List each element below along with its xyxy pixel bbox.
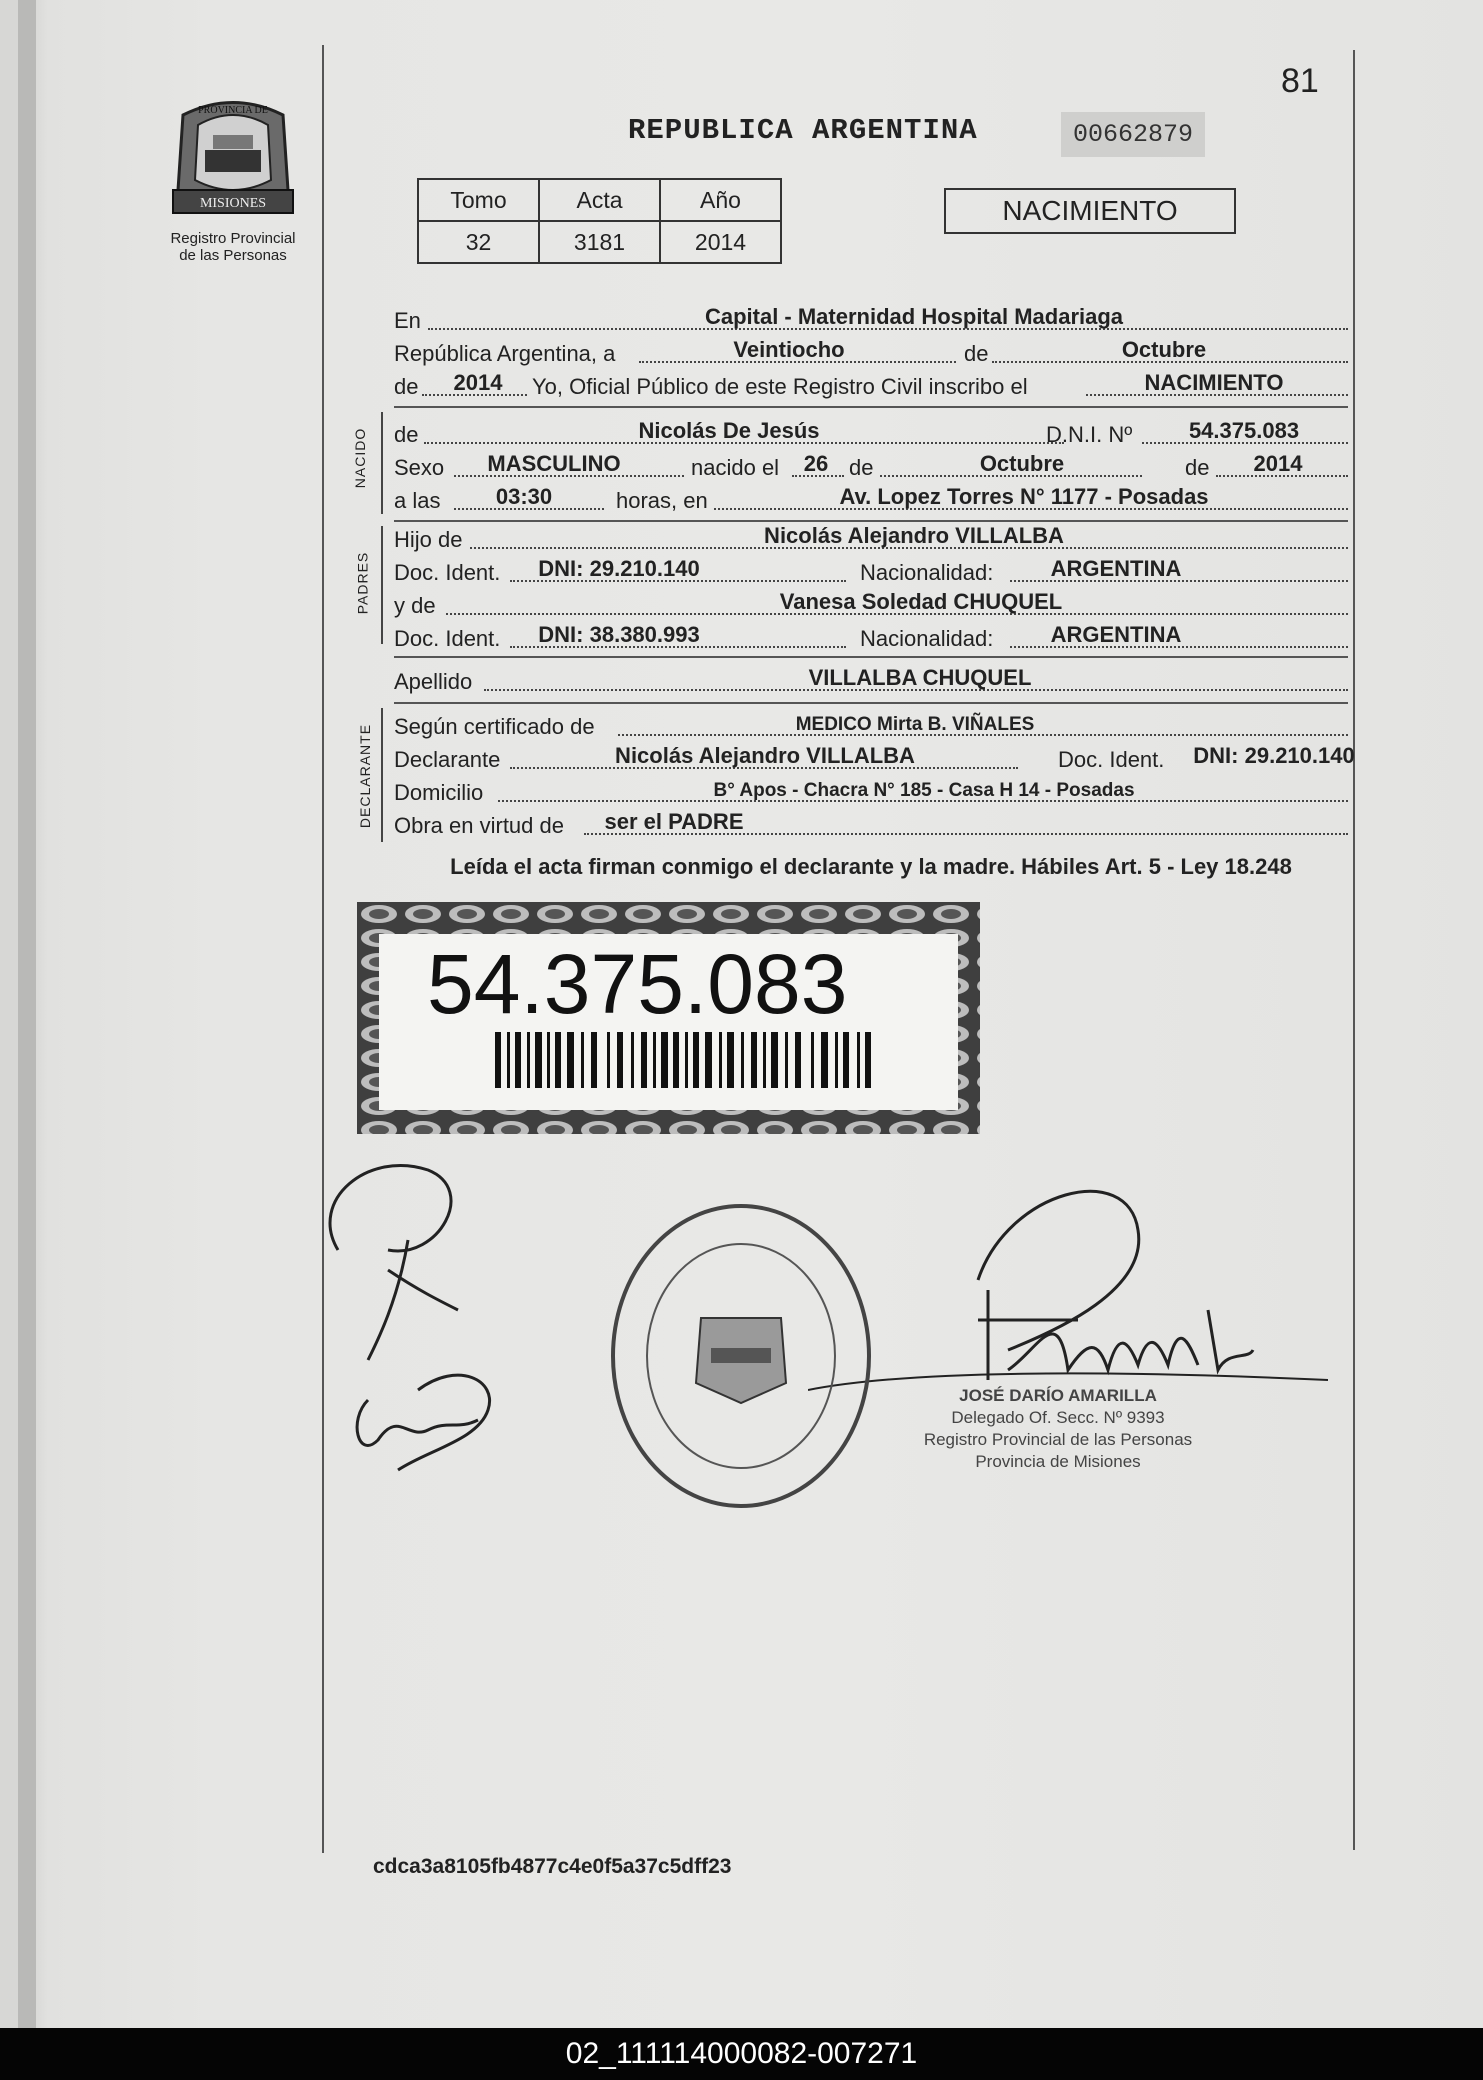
label-y-de: y de xyxy=(394,593,436,618)
section-divider xyxy=(394,406,1348,408)
row-fecha xyxy=(394,339,1348,369)
barcode-icon xyxy=(495,1032,875,1088)
section-divider xyxy=(394,656,1348,658)
value-father-nationality: ARGENTINA xyxy=(1050,556,1182,581)
label-dni: D.N.I. Nº xyxy=(1046,422,1133,447)
officer-org: Registro Provincial de las Personas xyxy=(923,1430,1193,1449)
document-title: REPUBLICA ARGENTINA xyxy=(628,114,978,147)
value-declarant-name: Nicolás Alejandro VILLALBA xyxy=(615,743,915,768)
seal-top-text: PROVINCIA DE xyxy=(198,105,268,116)
section-divider xyxy=(394,702,1348,704)
value-tomo: 32 xyxy=(418,221,539,263)
row-en xyxy=(394,306,1348,336)
value-mother-nationality: ARGENTINA xyxy=(1050,622,1182,647)
seal-banner-text: MISIONES xyxy=(199,196,267,211)
value-child-name: Nicolás De Jesús xyxy=(638,418,820,443)
value-surname: VILLALBA CHUQUEL xyxy=(808,665,1032,690)
value-address: B° Apos - Chacra N° 185 - Casa H 14 - Posadas xyxy=(713,780,1135,801)
dni-sticker xyxy=(357,902,980,1134)
value-birth-year: 2014 xyxy=(1253,451,1303,476)
page-number: 81 xyxy=(1281,62,1319,100)
label-nacido-el: nacido el xyxy=(691,455,780,480)
officer-province: Provincia de Misiones xyxy=(975,1452,1141,1471)
logo-caption-line2: de las Personas xyxy=(179,247,287,264)
logo-caption-line1: Registro Provincial xyxy=(170,230,296,247)
label-en: En xyxy=(394,308,421,333)
value-month: Octubre xyxy=(1121,337,1207,362)
row-hijo-de xyxy=(394,525,1348,555)
row-declarante xyxy=(394,743,1355,775)
label-de: de xyxy=(964,341,989,366)
row-nombre xyxy=(394,420,1348,450)
page-left-edge xyxy=(18,0,36,2028)
row-sexo xyxy=(394,453,1348,483)
value-mother-doc: DNI: 38.380.993 xyxy=(538,622,700,647)
label-obra: Obra en virtud de xyxy=(394,813,564,838)
label-horas-en: horas, en xyxy=(616,488,708,513)
row-segun xyxy=(394,712,1348,742)
label-hijo-de: Hijo de xyxy=(394,527,463,552)
row-father-doc xyxy=(394,558,1348,588)
row-apellido xyxy=(394,667,1348,697)
row-hora xyxy=(394,486,1348,516)
value-inscribo: NACIMIENTO xyxy=(1144,370,1284,395)
declarant-signature-icon xyxy=(308,1140,548,1480)
label-de: de xyxy=(1185,455,1210,480)
sticker-dni-number: 54.375.083 xyxy=(427,937,848,1031)
registry-stamp-icon xyxy=(606,1198,876,1514)
label-declarante: Declarante xyxy=(394,747,501,772)
row-obra xyxy=(394,811,1348,841)
header-anio: Año xyxy=(660,179,781,221)
label-doc-ident: Doc. Ident. xyxy=(1058,747,1165,772)
section-bar xyxy=(381,526,383,644)
serial-number: 00662879 xyxy=(1061,112,1205,157)
value-year: 2014 xyxy=(453,370,503,395)
officer-name: JOSÉ DARÍO AMARILLA xyxy=(959,1386,1157,1405)
value-acta: 3181 xyxy=(539,221,660,263)
label-domicilio: Domicilio xyxy=(394,780,484,805)
footer-id-bar: 02_111114000082-007271 xyxy=(0,2028,1483,2080)
label-inscribo: Yo, Oficial Público de este Registro Civil inscribo el xyxy=(532,374,1028,399)
value-birth-place: Av. Lopez Torres N° 1177 - Posadas xyxy=(839,484,1209,509)
value-dni: 54.375.083 xyxy=(1188,418,1300,443)
label-sexo: Sexo xyxy=(394,455,445,480)
officer-block xyxy=(888,1385,1228,1473)
record-table xyxy=(417,178,782,264)
value-declarant-doc: DNI: 29.210.140 xyxy=(1193,743,1355,768)
header-acta: Acta xyxy=(539,179,660,221)
label-doc-ident: Doc. Ident. xyxy=(394,560,501,585)
value-day: Veintiocho xyxy=(733,337,845,362)
value-anio: 2014 xyxy=(660,221,781,263)
sticker-barcode xyxy=(495,1032,875,1088)
label-de: de xyxy=(849,455,874,480)
label-a-las: a las xyxy=(394,488,441,513)
document-type-box: NACIMIENTO xyxy=(944,188,1236,234)
value-hour: 03:30 xyxy=(495,484,553,509)
label-doc-ident: Doc. Ident. xyxy=(394,626,501,651)
row-inscribo xyxy=(394,372,1348,402)
label-republica: República Argentina, a xyxy=(394,341,616,366)
label-de: de xyxy=(394,422,419,447)
value-sexo: MASCULINO xyxy=(487,451,621,476)
label-segun: Según certificado de xyxy=(394,714,595,739)
document-hash: cdca3a8105fb4877c4e0f5a37c5dff23 xyxy=(373,1855,732,1878)
officer-role: Delegado Of. Secc. Nº 9393 xyxy=(951,1408,1165,1427)
right-margin-line xyxy=(1353,50,1355,1850)
value-certificate: MEDICO Mirta B. VIÑALES xyxy=(795,714,1035,735)
closing-note: Leída el acta firman conmigo el declarante y la madre. Hábiles Art. 5 - Ley 18.248 xyxy=(450,854,1292,879)
row-domicilio xyxy=(394,778,1348,808)
value-mother-name: Vanesa Soledad CHUQUEL xyxy=(779,589,1063,614)
side-label-padres: PADRES xyxy=(354,551,371,615)
section-bar xyxy=(381,412,383,514)
value-father-name: Nicolás Alejandro VILLALBA xyxy=(764,523,1064,548)
label-nacionalidad: Nacionalidad: xyxy=(860,626,994,651)
value-birth-day: 26 xyxy=(803,451,829,476)
side-label-declarante: DECLARANTE xyxy=(357,723,374,829)
row-mother-doc xyxy=(394,624,1348,654)
value-place-of-registration: Capital - Maternidad Hospital Madariaga xyxy=(704,304,1124,329)
left-margin-line xyxy=(322,45,324,1853)
registry-logo xyxy=(153,95,313,264)
side-label-nacido: NACIDO xyxy=(352,427,369,489)
section-divider xyxy=(394,520,1348,522)
label-apellido: Apellido xyxy=(394,669,473,694)
document-page xyxy=(18,0,1483,2028)
label-nacionalidad: Nacionalidad: xyxy=(860,560,994,585)
value-birth-month: Octubre xyxy=(979,451,1065,476)
province-seal-icon xyxy=(153,95,313,225)
label-de: de xyxy=(394,374,419,399)
section-bar xyxy=(381,708,383,842)
row-y-de xyxy=(394,591,1348,621)
value-father-doc: DNI: 29.210.140 xyxy=(538,556,700,581)
header-tomo: Tomo xyxy=(418,179,539,221)
value-relation: ser el PADRE xyxy=(604,809,744,834)
